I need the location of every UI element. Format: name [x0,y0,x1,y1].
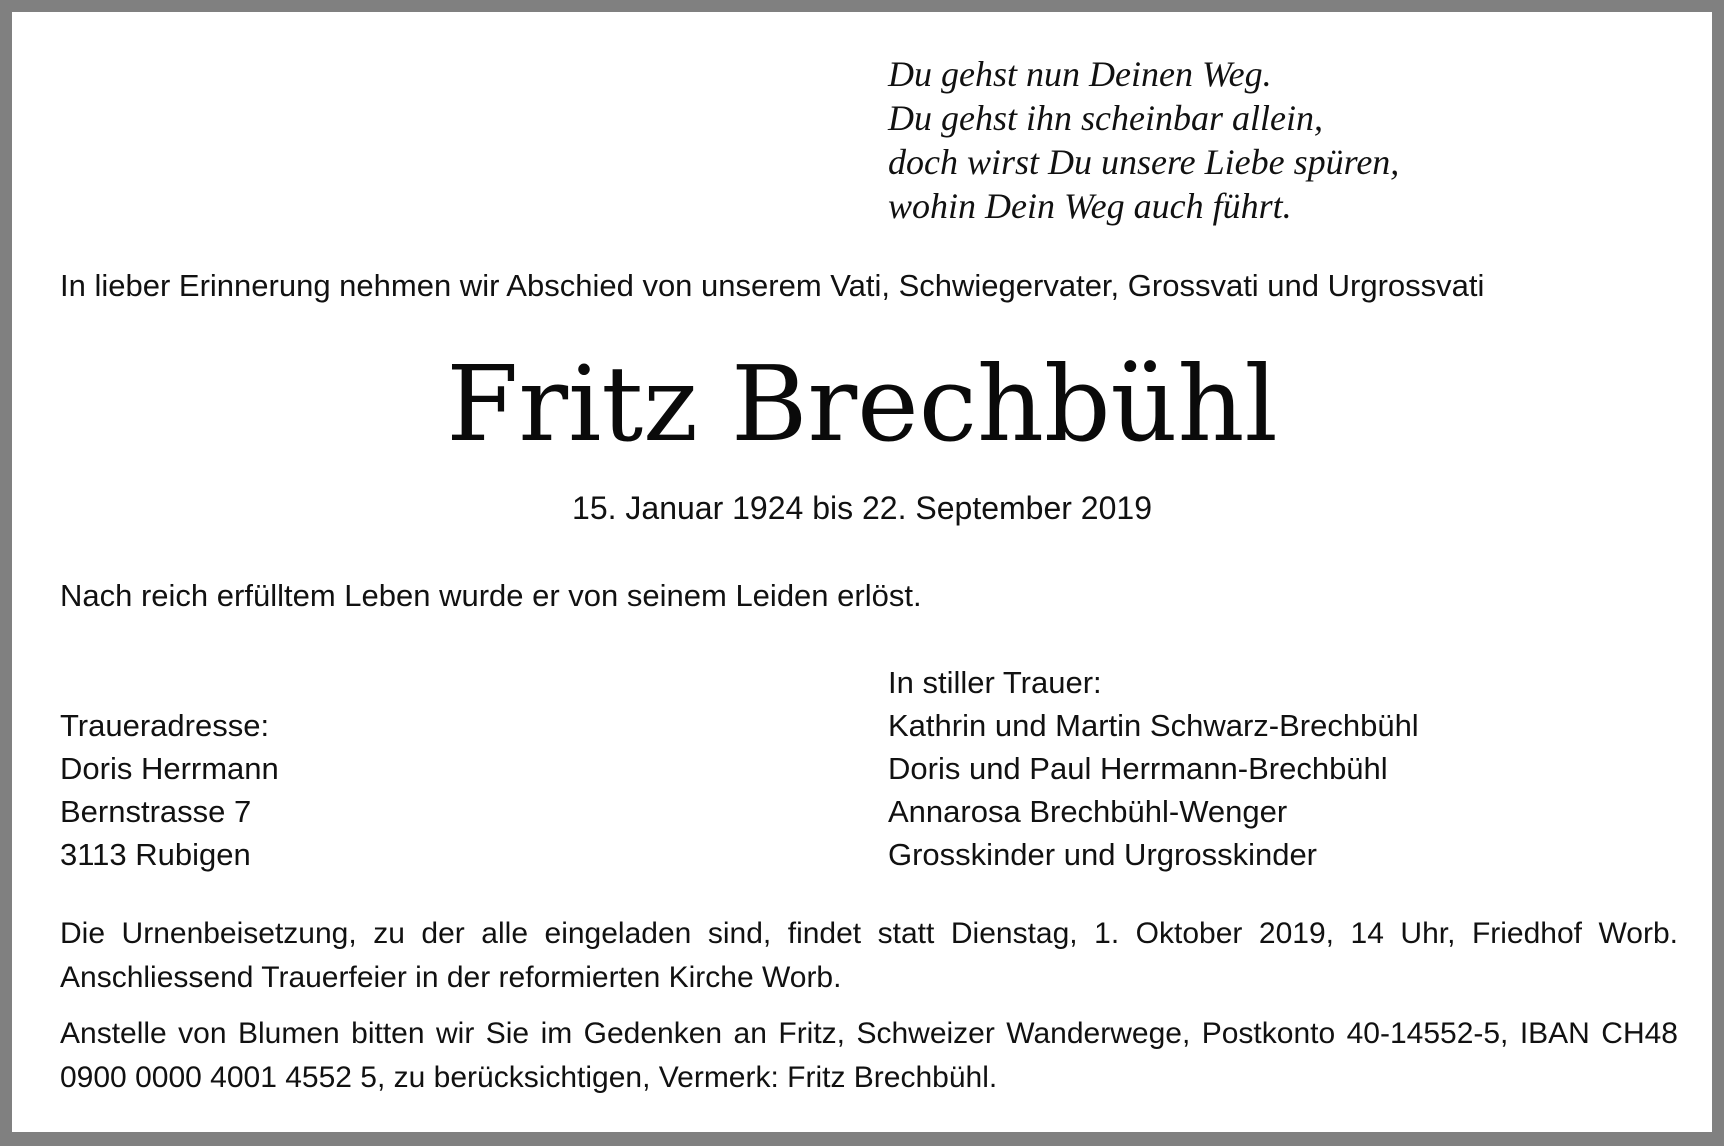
motto-line: wohin Dein Weg auch führt. [888,186,1292,226]
obituary-notice [12,12,1712,1132]
address-line: 3113 Rubigen [60,837,251,872]
address-line: Bernstrasse 7 [60,794,252,829]
intro-text: In lieber Erinnerung nehmen wir Abschied von unserem Vati, Schwiegervater, Grossvati und Urgrossvati [60,268,1485,303]
statement-text: Nach reich erfülltem Leben wurde er von seinem Leiden erlöst. [60,578,922,613]
mourning-address [60,704,279,876]
mourners-list [888,661,1419,876]
motto-line: Du gehst ihn scheinbar allein, [888,98,1323,138]
mourners-label: In stiller Trauer: [888,665,1102,700]
address-label: Traueradresse: [60,708,270,743]
motto-poem [888,52,1399,228]
mourner-entry: Annarosa Brechbühl-Wenger [888,794,1288,829]
motto-line: doch wirst Du unsere Liebe spüren, [888,142,1400,182]
mourner-entry: Kathrin und Martin Schwarz-Brechbühl [888,708,1419,743]
funeral-notice: Die Urnenbeisetzung, zu der alle eingeladen sind, findet statt Dienstag, 1. Oktober 2019, 14 Uhr, Friedhof Worb. Anschliessend Trauerfeier in der reformierten Kirche Worb. [60,917,1678,994]
deceased-name: Fritz Brechbühl [446,343,1278,465]
motto-line: Du gehst nun Deinen Weg. [888,54,1272,94]
mourner-entry: Doris und Paul Herrmann-Brechbühl [888,751,1388,786]
life-dates: 15. Januar 1924 bis 22. September 2019 [572,490,1152,526]
address-line: Doris Herrmann [60,751,279,786]
donation-notice: Anstelle von Blumen bitten wir Sie im Gedenken an Fritz, Schweizer Wanderwege, Postkonto 40-14552-5, IBAN CH48 0900 0000 4001 4552 5, zu berücksichtigen, Vermerk: Fritz Brechbühl. [60,1017,1678,1094]
mourner-entry: Grosskinder und Urgrosskinder [888,837,1318,872]
